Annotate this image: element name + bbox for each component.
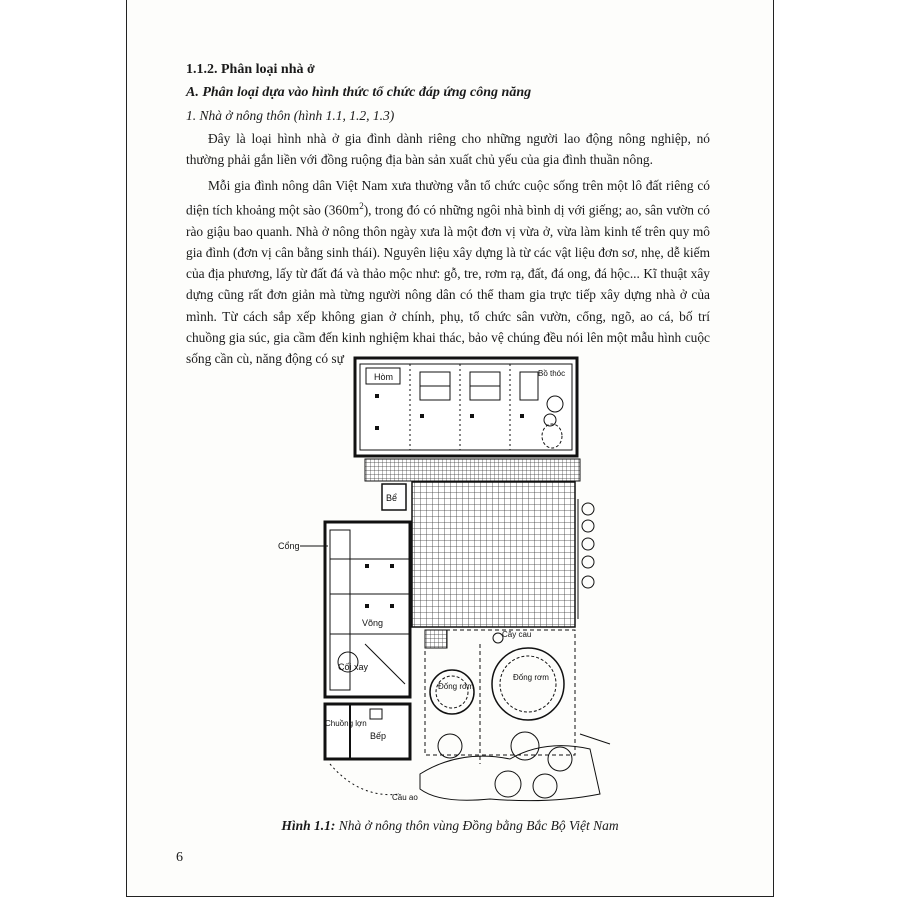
paragraph-1: Đây là loại hình nhà ở gia đình dành riêng cho những người lao động nông nghiệp, nó thường phải gắn liền với đồng ruộng địa bàn sản xuất chủ yếu của gia đình thuần nông. [186, 131, 710, 168]
superscript: 2 [359, 201, 364, 212]
paragraph-2-part-1: Mỗi gia đình nông dân Việt Nam xưa thường vẫn tổ chức cuộc sống trên một lô đất riêng có diện tích khoảng một sào (360m [186, 178, 710, 218]
page-number: 6 [176, 850, 183, 865]
item-heading: 1. Nhà ở nông thôn (hình 1.1, 1.2, 1.3) [186, 108, 395, 123]
label-chuong-lon: Chuồng lợn [325, 719, 367, 728]
caption-label: Hình 1.1: [281, 818, 336, 833]
label-vong: Võng [362, 618, 384, 628]
section-heading: 1.1.2. Phân loại nhà ở [186, 62, 315, 77]
subsection-heading: A. Phân loại dựa vào hình thức tổ chức đáp ứng công năng [186, 85, 532, 100]
label-dong-rom-1: Đống rơm [438, 682, 474, 691]
label-cong: Cổng [278, 541, 300, 551]
courtyard [412, 482, 575, 627]
kitchen-block [325, 704, 410, 759]
label-dong-rom-2: Đống rơm [513, 673, 549, 682]
caption-text: Nhà ở nông thôn vùng Đồng bằng Bắc Bộ Việt Nam [335, 818, 619, 833]
label-bep: Bếp [370, 731, 387, 741]
paragraph-2 [186, 175, 710, 369]
label-hom: Hòm [374, 372, 394, 382]
floor-plan-figure [270, 354, 620, 809]
label-cau-ao: Cầu ao [392, 793, 418, 802]
right-side-plants [578, 499, 594, 619]
label-coi-xay: Cối xay [338, 662, 369, 672]
label-bo-thoc: Bồ thóc [538, 369, 566, 378]
label-cay-cau: Cây cau [502, 630, 532, 639]
label-be: Bể [386, 493, 398, 503]
figure-caption [180, 818, 720, 834]
paragraph-2-part-2: ), trong đó có những ngôi nhà bình dị với giếng; ao, sân vườn có rào giậu bao quanh. Nhà ở nông thôn ngày xưa là một đơn vị vừa ở, vừa làm kinh tế trên quy mô gia đình (đơn vị cân bằng sinh thái). Nguyên liệu xây dựng là từ các vật liệu đơn sơ, nhẹ, dễ kiếm của địa phương, lấy từ đất đá và thảo mộc như: gỗ, tre, rơm rạ, đất, đá ong, đá hộc... Kĩ thuật xây dựng cũng rất đơn giản mà từng người nông dân có thể tham gia trực tiếp xây dựng nhà ở của mình. Từ cách sắp xếp không gian ở chính, phụ, tổ chức sân vườn, cổng, ngõ, ao cá, bố trí chuồng gia súc, gia cầm đến kinh nghiệm khai thác, bảo vệ chúng đều nói lên một mẫu hình cuộc sống cần cù, năng động có sự [186, 202, 710, 367]
